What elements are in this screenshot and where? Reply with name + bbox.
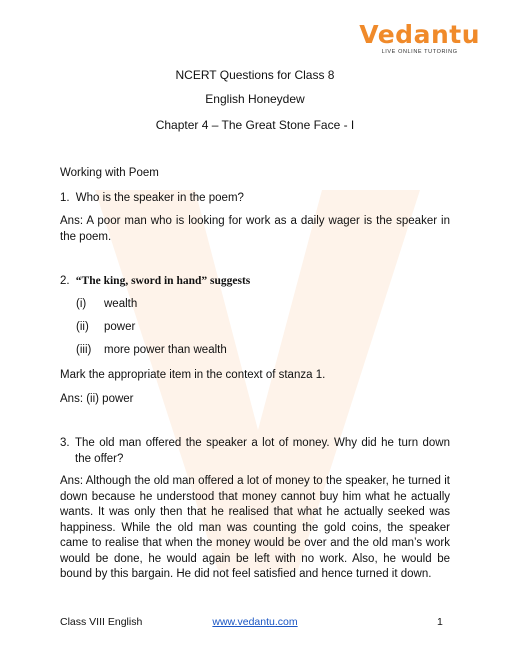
chapter-title: Chapter 4 – The Great Stone Face - I: [155, 118, 355, 132]
footer-class-label: Class VIII English: [60, 616, 143, 628]
question-2-text: “The king, sword in hand” suggests: [75, 275, 251, 287]
vedantu-logo: [359, 22, 480, 55]
option-text: more power than wealth: [104, 344, 227, 356]
option-label: (i): [76, 298, 87, 310]
question-2: [60, 274, 450, 290]
footer-website-link[interactable]: www.vedantu.com: [212, 616, 298, 628]
option-label: (iii): [76, 344, 92, 356]
question-1: [60, 191, 450, 207]
question-3: [60, 436, 450, 467]
answer-2: Ans: (ii) power: [60, 393, 134, 405]
doc-title: NCERT Questions for Class 8: [175, 68, 335, 82]
question-2-number: 2.: [60, 275, 70, 287]
question-1-number: 1.: [60, 192, 70, 204]
option-label: (ii): [76, 321, 89, 333]
book-title: English Honeydew: [205, 92, 305, 106]
logo-wordmark: Vedantu: [359, 20, 480, 49]
question-3-text: The old man offered the speaker a lot of money. Why did he turn down the offer?: [75, 437, 450, 465]
section-heading: Working with Poem: [60, 167, 159, 179]
option-text: power: [104, 321, 136, 333]
page-number: 1: [437, 616, 443, 628]
answer-3: Ans: Although the old man offered a lot of money to the speaker, he turned it down because he understood that money cannot buy him what he actually wants. It was only then that he realised that what he actually seeked was happiness. While the old man was counting the gold coins, the speaker came to realise that when the money would be over and the old man’s work would be done, he would again be left with no work. Also, he would be bound by this bargain. He did not feel satisfied and hence turned it down.: [60, 475, 450, 580]
logo-tagline: LIVE ONLINE TUTORING: [381, 49, 458, 55]
question-2-instruction: Mark the appropriate item in the context of stanza 1.: [60, 369, 326, 381]
question-3-number: 3.: [60, 437, 70, 449]
question-1-text: Who is the speaker in the poem?: [75, 192, 244, 204]
option-text: wealth: [104, 298, 138, 310]
answer-1: Ans: A poor man who is looking for work as a daily wager is the speaker in the poem.: [60, 215, 450, 243]
